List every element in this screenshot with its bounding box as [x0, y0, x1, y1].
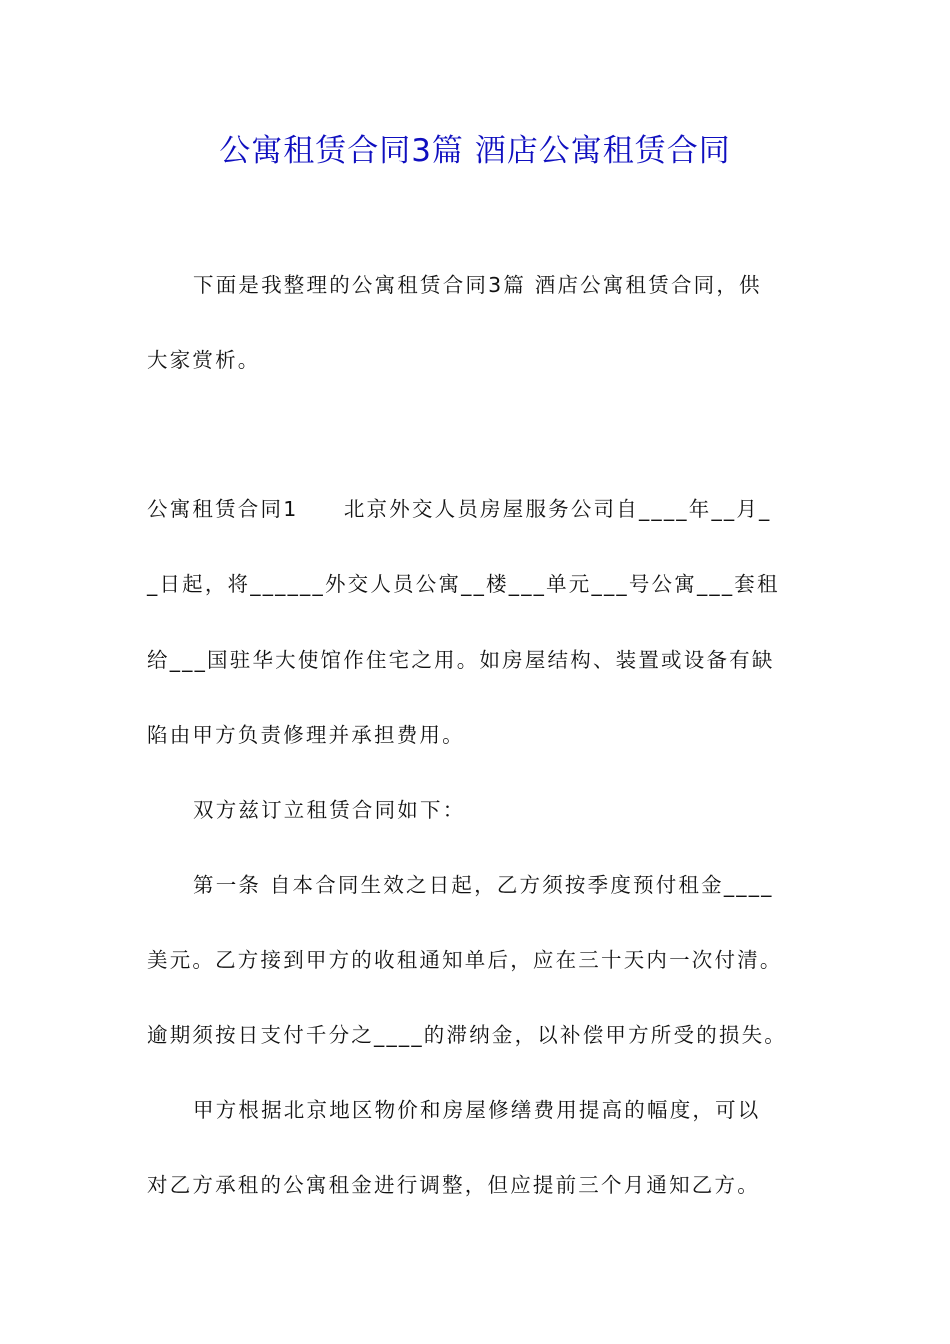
paragraph-line: 对乙方承租的公寓租金进行调整，但应提前三个月通知乙方。: [147, 1173, 760, 1197]
paragraph-line: 美元。乙方接到甲方的收租通知单后，应在三十天内一次付清。: [147, 948, 783, 972]
paragraph-line: 大家赏析。: [147, 348, 261, 372]
paragraph-line: 双方兹订立租赁合同如下：: [193, 798, 466, 822]
paragraph-line: 公寓租赁合同1 北京外交人员房屋服务公司自____年__月_: [147, 497, 772, 521]
document-title: 公寓租赁合同3篇 酒店公寓租赁合同: [219, 133, 731, 169]
paragraph-line: 第一条 自本合同生效之日起，乙方须按季度预付租金____: [193, 873, 774, 897]
paragraph-line: 甲方根据北京地区物价和房屋修缮费用提高的幅度，可以: [193, 1098, 761, 1122]
paragraph-line: _日起，将______外交人员公寓__楼___单元___号公寓___套租: [147, 572, 780, 596]
paragraph-line: 给___国驻华大使馆作住宅之用。如房屋结构、装置或设备有缺: [147, 648, 775, 672]
paragraph-line: 下面是我整理的公寓租赁合同3篇 酒店公寓租赁合同，供: [193, 273, 762, 297]
paragraph-line: 逾期须按日支付千分之____的滞纳金，以补偿甲方所受的损失。: [147, 1023, 787, 1047]
paragraph-line: 陷由甲方负责修理并承担费用。: [147, 723, 465, 747]
